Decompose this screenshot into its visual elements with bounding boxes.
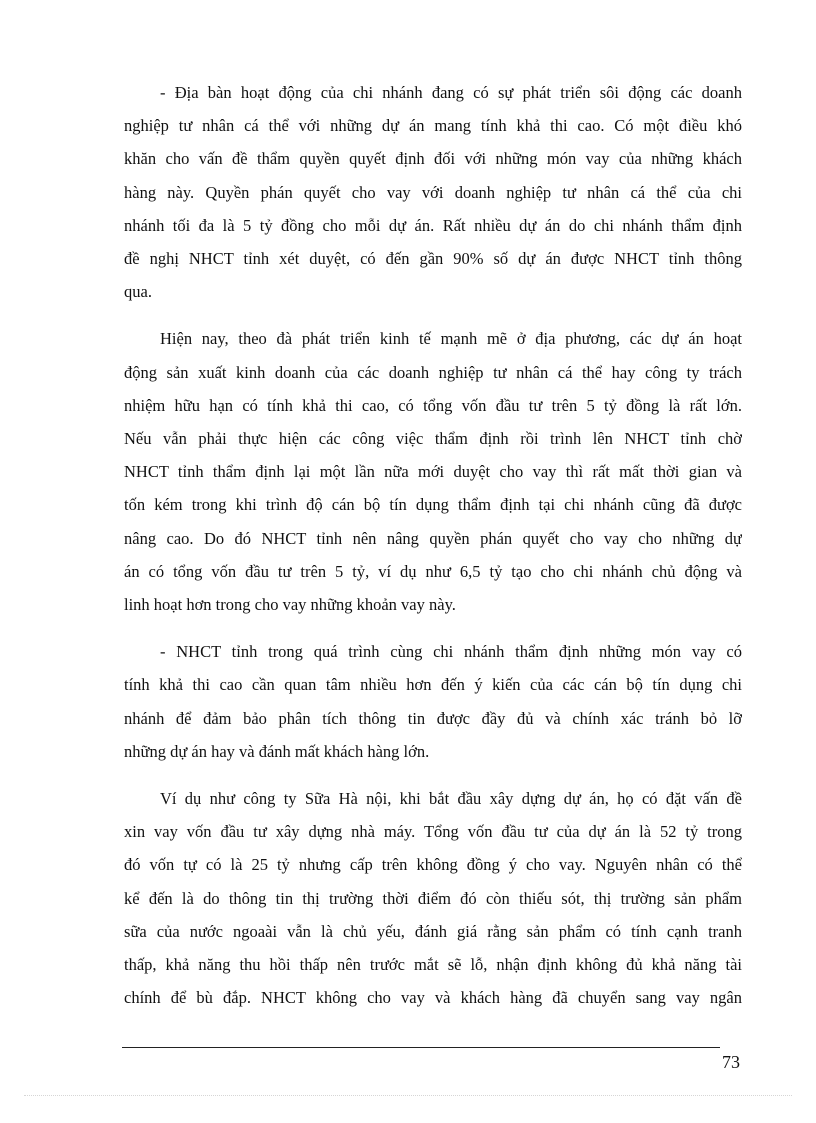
- text-line: những dự án hay và đánh mất khách hàng lớn.: [124, 741, 430, 761]
- text-line: nhánh tối đa là 5 tỷ đồng cho mỗi dự án. Rất nhiều dự án do chi nhánh thẩm định: [124, 215, 742, 235]
- text-line: nâng cao. Do đó NHCT tỉnh nên nâng quyền phán quyết cho vay cho những dự: [124, 528, 742, 548]
- text-line: Ví dụ như công ty Sữa Hà nội, khi bắt đầu xây dựng dự án, họ có đặt vấn đề: [160, 789, 742, 809]
- text-line: kể đến là do thông tin thị trường thời điểm đó còn thiếu sót, thị trường sản phẩm: [124, 888, 742, 908]
- text-line: tốn kém trong khi trình độ cán bộ tín dụng thẩm định tại chi nhánh cũng đã được: [124, 495, 742, 515]
- text-line: chính để bù đắp. NHCT không cho vay và khách hàng đã chuyển sang vay ngân: [124, 988, 742, 1008]
- text-line: Nếu vẫn phải thực hiện các công việc thẩm định rồi trình lên NHCT tỉnh chờ: [124, 429, 742, 449]
- text-line: nhánh để đảm bảo phân tích thông tin được đầy đủ và chính xác tránh bỏ lỡ: [124, 708, 742, 728]
- text-line: nghiệp tư nhân cá thể với những dự án mang tính khả thi cao. Có một điều khó: [124, 116, 742, 136]
- text-line: hàng này. Quyền phán quyết cho vay với doanh nghiệp tư nhân cá thể của chi: [124, 182, 742, 202]
- page-body: [124, 76, 742, 1028]
- paragraph-1: [124, 76, 742, 308]
- text-line: đó vốn tự có là 25 tỷ nhưng cấp trên không đồng ý cho vay. Nguyên nhân có thể: [124, 855, 742, 875]
- text-line: tính khả thi cao cần quan tâm nhiều hơn đến ý kiến của các cán bộ tín dụng chi: [124, 675, 742, 695]
- page-number: 73: [722, 1052, 740, 1072]
- text-line: động sản xuất kinh doanh của các doanh nghiệp tư nhân cá thể hay công ty trách: [124, 362, 742, 382]
- text-line: xin vay vốn đầu tư xây dựng nhà máy. Tổng vốn đầu tư của dự án là 52 tỷ trong: [124, 822, 742, 842]
- text-line: thấp, khả năng thu hồi thấp nên trước mắt sẽ lỗ, nhận định không đủ khả năng tài: [124, 955, 742, 975]
- text-line: sữa của nước ngoaài vẫn là chủ yếu, đánh giá rằng sản phẩm có tính cạnh tranh: [124, 921, 742, 941]
- page-bottom-border: [24, 1095, 792, 1096]
- text-line: linh hoạt hơn trong cho vay những khoản vay này.: [124, 595, 456, 615]
- text-line: - Địa bàn hoạt động của chi nhánh đang có sự phát triển sôi động các doanh: [160, 83, 742, 102]
- text-line: Hiện nay, theo đà phát triển kinh tế mạnh mẽ ở địa phương, các dự án hoạt: [160, 329, 742, 349]
- paragraph-3: [124, 635, 742, 768]
- text-line: án có tổng vốn đầu tư trên 5 tỷ, ví dụ như 6,5 tỷ tạo cho chi nhánh chủ động và: [124, 561, 742, 581]
- text-line: khăn cho vấn đề thẩm quyền quyết định đối với những món vay của những khách: [124, 149, 742, 169]
- paragraph-4: [124, 782, 742, 1014]
- paragraph-2: [124, 322, 742, 621]
- text-line: đề nghị NHCT tỉnh xét duyệt, có đến gần 90% số dự án được NHCT tỉnh thông: [124, 249, 742, 269]
- text-line: nhiệm hữu hạn có tính khả thi cao, có tổng vốn đầu tư trên 5 tỷ đồng là rất lớn.: [124, 395, 742, 415]
- text-line: qua.: [124, 282, 152, 302]
- text-line: - NHCT tỉnh trong quá trình cùng chi nhánh thẩm định những món vay có: [160, 642, 742, 662]
- footer-divider: [122, 1047, 720, 1048]
- text-line: NHCT tỉnh thẩm định lại một lần nữa mới duyệt cho vay thì rất mất thời gian và: [124, 462, 742, 482]
